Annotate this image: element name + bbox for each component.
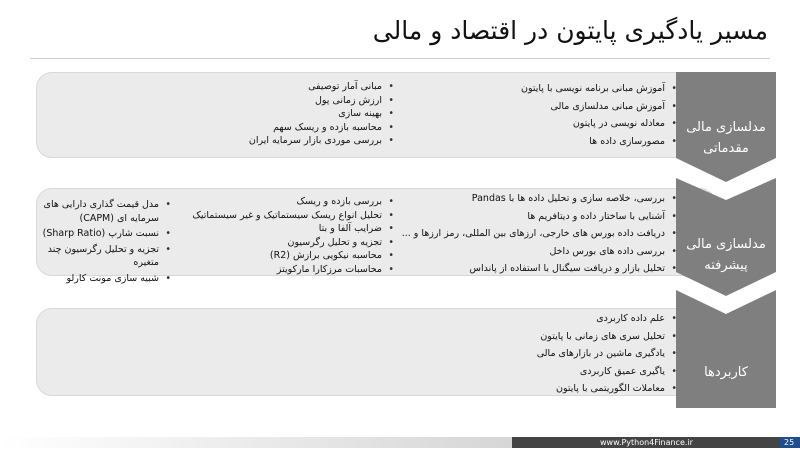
- list-item: • بهینه سازی: [249, 107, 382, 121]
- list-item: • آموزش مبانی برنامه نویسی با پایتون: [521, 80, 665, 98]
- list-item: • محاسبات مرزکارا مارکویتز: [192, 263, 382, 277]
- list-item: • علم داده کاربردی: [537, 310, 665, 328]
- list-item: • تحلیل انواع ریسک سیستماتیک و غیر سیستماتیک: [192, 209, 382, 223]
- section-2-column-2: [192, 195, 395, 276]
- list-item: • دریافت داده بورس های خارجی، ارزهای بین المللی، رمز ارزها و ...: [402, 225, 665, 243]
- list-item: • یادگیری ماشین در بازارهای مالی: [537, 345, 665, 363]
- list-item: • بررسی موردی بازار سرمایه ایران: [249, 134, 382, 148]
- list-item: • تحلیل سری های زمانی با پایتون: [537, 328, 665, 346]
- list-item: • ارزش زمانی پول: [249, 94, 382, 108]
- section-3-label: [676, 362, 776, 383]
- page-number-box: [780, 437, 800, 448]
- list-item: • مبانی آمار توصیفی: [249, 80, 382, 94]
- title-divider: [30, 58, 770, 59]
- section-2-label-line2: پیشرفته: [704, 258, 748, 273]
- list-item: • تجزیه و تحلیل رگرسیون: [192, 236, 382, 250]
- section-1-label-line1: مدلسازی مالی: [686, 120, 766, 135]
- list-item: • آشنایی با ساختار داده و دیتافریم ها: [402, 208, 665, 226]
- list-item: • ضرایب آلفا و بتا: [192, 222, 382, 236]
- page-number: 25: [784, 438, 795, 447]
- footer-url: www.Python4Finance.ir: [600, 438, 693, 447]
- list-item: • محاسبه نیکویی برازش (R2): [192, 249, 382, 263]
- list-item: • مصورسازی داده ها: [521, 133, 665, 151]
- section-2-label: [676, 234, 776, 276]
- list-item: • شبیه سازی مونت کارلو: [29, 272, 159, 286]
- list-item: • آموزش مبانی مدلسازی مالی: [521, 98, 665, 116]
- section-3-label-line1: کاربردها: [704, 365, 748, 380]
- section-1-label-line2: مقدماتی: [703, 141, 749, 156]
- list-item: • تجزیه و تحلیل رگرسیون چند متغیره: [29, 243, 159, 270]
- section-1-label: [676, 117, 776, 159]
- section-3-chevron: [676, 290, 776, 408]
- list-item: • بررسی، خلاصه سازی و تحلیل داده ها با Pandas: [402, 190, 665, 208]
- list-item: • نسبت شارپ (Sharp Ratio): [29, 227, 159, 241]
- list-item: • مدل قیمت گذاری دارایی های سرمایه ای (CAPM): [29, 198, 159, 225]
- list-item: • تحلیل بازار و دریافت سیگنال با استفاده از پانداس: [402, 260, 665, 278]
- slide-title: مسیر یادگیری پایتون در اقتصاد و مالی: [372, 16, 768, 45]
- section-2-label-line1: مدلسازی مالی: [686, 237, 766, 252]
- section-2-column-3: [29, 198, 172, 287]
- section-3-column-1: [537, 310, 678, 398]
- list-item: • یاگیری عمیق کاربردی: [537, 363, 665, 381]
- list-item: • بررسی بازده و ریسک: [192, 195, 382, 209]
- section-1-column-2: [249, 80, 395, 148]
- list-item: • محاسبه بازده و ریسک سهم: [249, 121, 382, 135]
- list-item: • بررسی داده های بورس داخل: [402, 243, 665, 261]
- list-item: • معادله نویسی در پایتون: [521, 115, 665, 133]
- section-1-column-1: [521, 80, 678, 150]
- footer-gradient: [0, 437, 512, 448]
- footer-bar: [0, 437, 800, 448]
- list-item: • معاملات الگوریتمی با پایتون: [537, 380, 665, 398]
- footer-dark-strip: [512, 437, 780, 448]
- section-2-column-1: [402, 190, 678, 278]
